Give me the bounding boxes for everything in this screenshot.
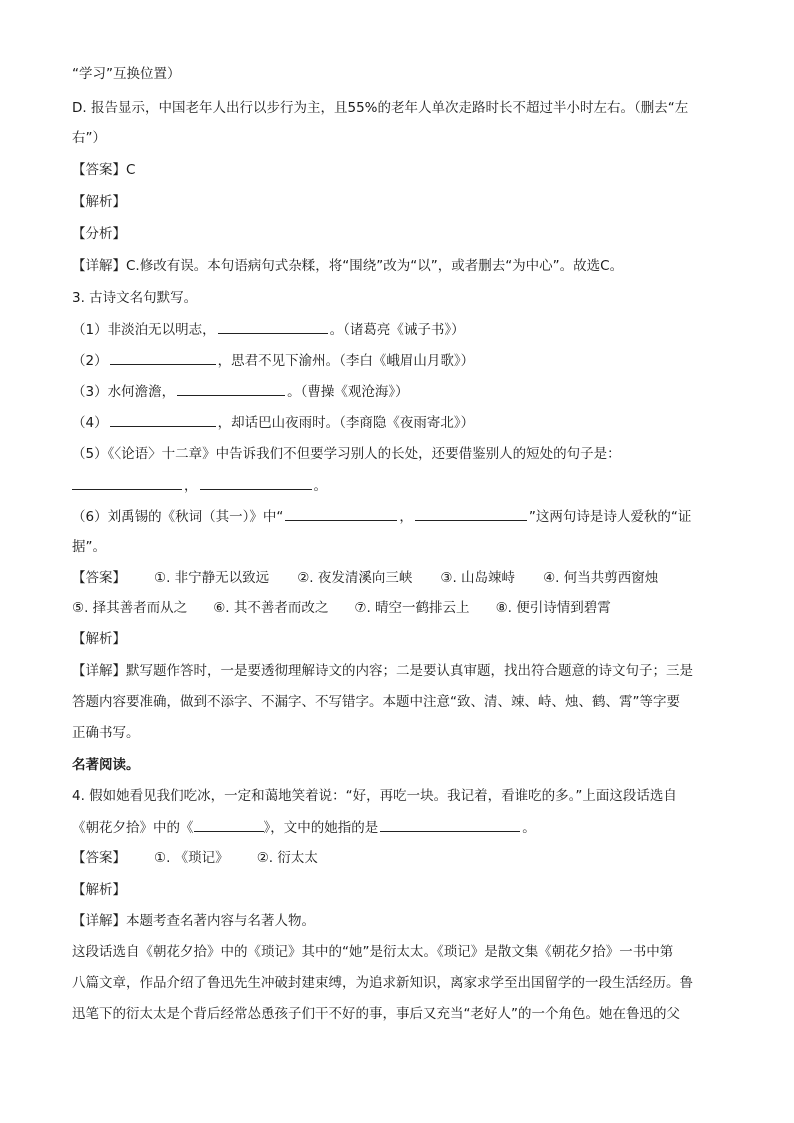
q4-answer: [72, 848, 318, 868]
q3-analysis-label: 【解析】: [72, 631, 126, 647]
q4-para-2: 八篇文章，作品介绍了鲁迅先生冲破封建束缚，为追求新知识，离家求学至出国留学的一段生活经历。鲁: [72, 975, 693, 991]
q3-item-6-text: （6）刘禹锡的《秋词（其一）》中“: [72, 509, 284, 525]
answer-label: 【答案】: [72, 162, 126, 178]
q4-para-3: 迅笔下的衍太太是个背后经常怂恿孩子们干不好的事，事后又充当“老好人”的一个角色。她在鲁迅的父: [72, 1006, 680, 1022]
period: 。: [313, 478, 327, 494]
q2-analysis-label: 【解析】: [72, 194, 126, 210]
answer-value: C: [126, 162, 136, 178]
q3-item-2: [72, 350, 474, 371]
answer-item: ②. 衍太太: [256, 850, 318, 866]
q3-detail-1: [72, 661, 693, 681]
detail-text: C.修改有误。本句语病句式杂糅，将“围绕”改为“以”，或者删去“为中心”。故选C。: [126, 258, 624, 274]
q3-item-3: [72, 381, 409, 402]
blank-6[interactable]: [200, 475, 312, 490]
blank-4[interactable]: [110, 412, 216, 427]
answer-item: ⑤. 择其善者而从之: [72, 600, 188, 616]
q2-answer: [72, 160, 135, 180]
answer-item: ④. 何当共剪西窗烛: [543, 570, 659, 586]
answer-item: ①. 非宁静无以致远: [154, 570, 270, 586]
separator: ，: [184, 478, 198, 494]
q3-answer-row-1: [72, 568, 658, 588]
q3-detail-2: 答题内容要准确，做到不添字、不漏字、不写错字。本题中注意“致、清、竦、峙、烛、鹤、霄”等字要: [72, 694, 680, 710]
detail-text: 默写题作答时，一是要透彻理解诗文的内容；二是要认真审题，找出符合题意的诗文句子；三是: [126, 663, 693, 679]
option-d-line-2: 右”）: [72, 130, 106, 146]
q3-item-2-num: （2）: [72, 353, 108, 369]
q2-detail: [72, 256, 623, 276]
q3-item-1-source: 。（诸葛亮《诫子书》）: [329, 322, 465, 338]
q3-item-1: [72, 319, 465, 340]
period: 。: [522, 820, 536, 836]
blank-10[interactable]: [380, 817, 520, 832]
blank-8[interactable]: [415, 506, 527, 521]
q3-item-1-text: （1）非淡泊无以明志，: [72, 322, 216, 338]
q3-item-2-text: ，思君不见下渝州。（李白《峨眉山月歌》）: [217, 353, 475, 369]
answer-item: ①. 《琐记》: [154, 850, 229, 866]
q3-item-5: （5）《〈论语〉十二章》中告诉我们不但要学习别人的长处，还要借鉴别人的短处的句子是：: [72, 446, 621, 462]
answer-item: ⑦. 晴空一鹤排云上: [354, 600, 470, 616]
q3-item-6: [72, 506, 691, 527]
q3-item-4-text: ，却话巴山夜雨时。（李商隐《夜雨寄北》）: [217, 415, 475, 431]
q3-title: 3. 古诗文名句默写。: [72, 290, 198, 306]
option-c-tail: “学习”互换位置）: [72, 66, 181, 82]
q4-para-1: 这段话选自《朝花夕拾》中的《琐记》其中的“她”是衍太太。《琐记》是散文集《朝花夕拾》一书中第: [72, 944, 674, 960]
answer-item: ⑧. 便引诗情到碧霄: [495, 600, 611, 616]
q3-item-3-source: 。（曹操《观沧海》）: [287, 384, 409, 400]
blank-9[interactable]: [194, 817, 264, 832]
q4-line-1: 4. 假如她看见我们吃冰，一定和蔼地笑着说：“好，再吃一块。我记着，看谁吃的多。”上面这段话选自: [72, 788, 677, 804]
option-d-line-1: D. 报告显示，中国老年人出行以步行为主，且55%的老年人单次走路时长不超过半小时左右。（删去“左: [72, 100, 689, 116]
q3-item-3-text: （3）水何澹澹，: [72, 384, 176, 400]
blank-3[interactable]: [177, 381, 285, 396]
q4-line-2: [72, 817, 536, 838]
detail-label: 【详解】: [72, 258, 126, 274]
q2-fenxi-label: 【分析】: [72, 226, 126, 242]
separator: ，: [399, 509, 413, 525]
answer-label: 【答案】: [72, 570, 126, 586]
blank-7[interactable]: [285, 506, 397, 521]
q3-item-6-tail: ”这两句诗是诗人爱秋的“证: [528, 509, 692, 525]
q3-item-5-blanks: [72, 475, 327, 496]
answer-label: 【答案】: [72, 850, 126, 866]
q3-item-4: [72, 412, 474, 433]
answer-item: ③. 山岛竦峙: [440, 570, 516, 586]
detail-label: 【详解】: [72, 663, 126, 679]
blank-5[interactable]: [72, 475, 182, 490]
blank-2[interactable]: [110, 350, 216, 365]
q3-item-4-num: （4）: [72, 415, 108, 431]
q3-item-6-cont: 据”。: [72, 539, 106, 555]
answer-item: ②. 夜发清溪向三峡: [297, 570, 413, 586]
q3-answer-row-2: [72, 598, 611, 618]
q4-analysis-label: 【解析】: [72, 882, 126, 898]
blank-1[interactable]: [218, 319, 328, 334]
q3-detail-3: 正确书写。: [72, 725, 140, 741]
detail-label: 【详解】: [72, 913, 126, 929]
q4-line-2-text: 《朝花夕拾》中的《: [72, 820, 194, 836]
q4-detail: [72, 911, 315, 931]
section-heading: 名著阅读。: [72, 757, 140, 773]
detail-text: 本题考查名著内容与名著人物。: [126, 913, 315, 929]
answer-item: ⑥. 其不善者而改之: [213, 600, 329, 616]
q4-line-2-mid: 》，文中的她指的是: [263, 820, 379, 836]
